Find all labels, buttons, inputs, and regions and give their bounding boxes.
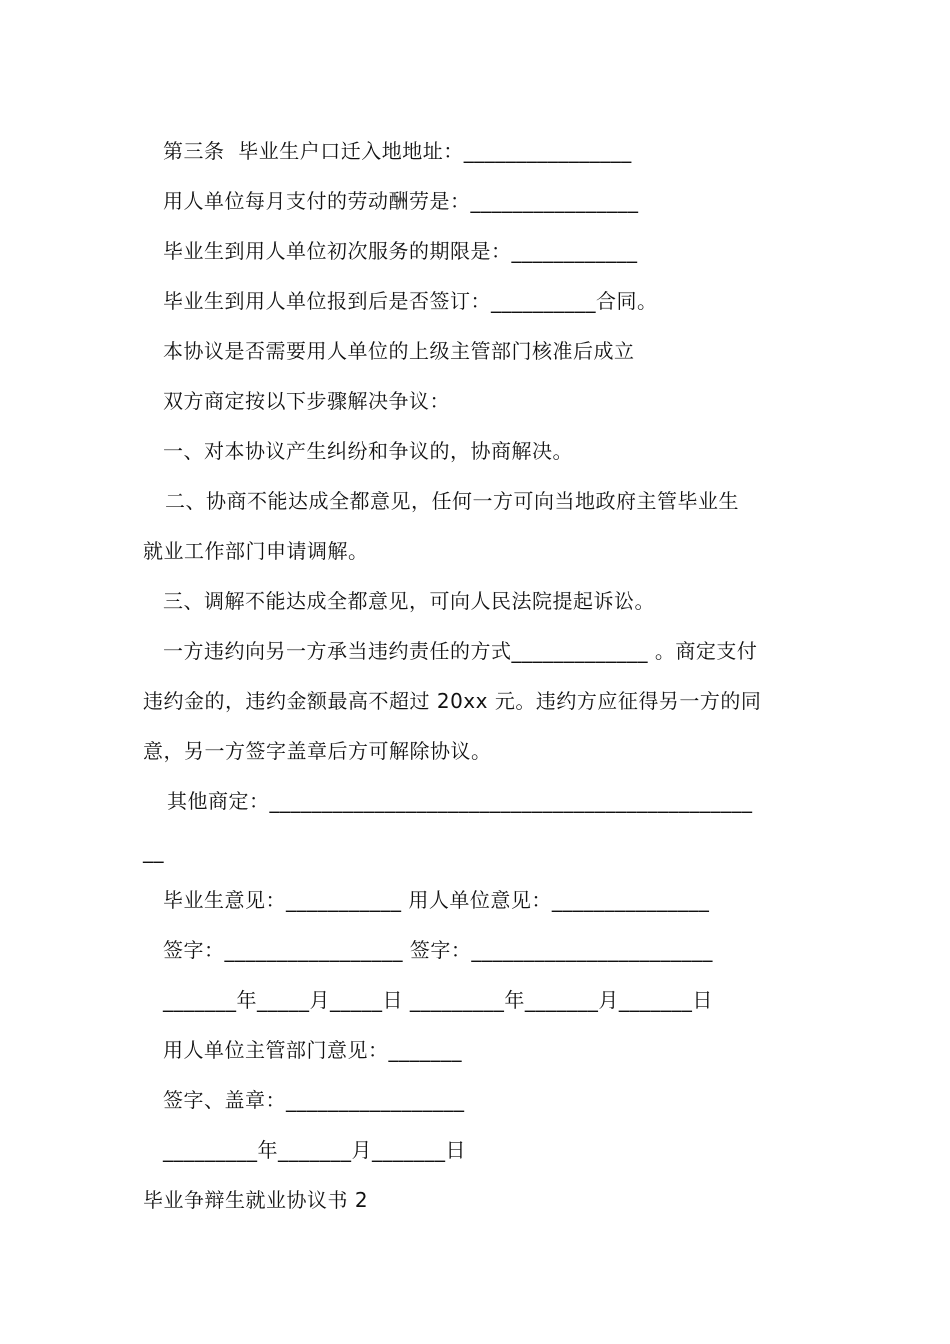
opinions-line: 毕业生意见：___________ 用人单位意见：_______________ <box>163 888 710 912</box>
supervisor-date-line: _________年_______月_______日 <box>163 1138 466 1162</box>
dispute-steps-heading: 双方商定按以下步骤解决争议： <box>163 389 450 413</box>
contract-signing-line: 毕业生到用人单位报到后是否签订：__________合同。 <box>163 289 658 313</box>
other-agreements-continued: __ <box>143 839 164 863</box>
supervisor-opinion-line: 用人单位主管部门意见：_______ <box>163 1038 462 1062</box>
dispute-step-three: 三、调解不能达成全都意见，可向人民法院提起诉讼。 <box>163 589 655 613</box>
service-period-line: 毕业生到用人单位初次服务的期限是：____________ <box>163 239 638 263</box>
breach-liability-end: 意，另一方签字盖章后方可解除协议。 <box>143 739 492 763</box>
breach-liability-continued: 违约金的，违约金额最高不超过 20xx 元。违约方应征得另一方的同 <box>143 689 762 713</box>
dispute-step-one: 一、对本协议产生纠纷和争议的，协商解决。 <box>163 439 573 463</box>
dispute-step-two: 二、协商不能达成全都意见，任何一方可向当地政府主管毕业生 <box>165 489 739 513</box>
dispute-step-two-continued: 就业工作部门申请调解。 <box>143 539 369 563</box>
monthly-salary-line: 用人单位每月支付的劳动酬劳是：________________ <box>163 189 639 213</box>
date-line: _______年_____月_____日 _________年_______月_______日 <box>163 988 713 1012</box>
approval-requirement-line: 本协议是否需要用人单位的上级主管部门核准后成立 <box>163 339 635 363</box>
other-agreements-line: 其他商定：______________________________________________ <box>167 789 753 813</box>
breach-liability-line: 一方违约向另一方承当违约责任的方式_____________ 。商定支付 <box>163 639 758 663</box>
signature-line: 签字：_________________ 签字：_______________________ <box>163 938 713 962</box>
signature-seal-line: 签字、盖章：_________________ <box>163 1088 465 1112</box>
section-title: 毕业争辩生就业协议书 2 <box>143 1188 369 1212</box>
clause-three-hukou-address: 第三条 毕业生户口迁入地地址：________________ <box>163 139 632 163</box>
